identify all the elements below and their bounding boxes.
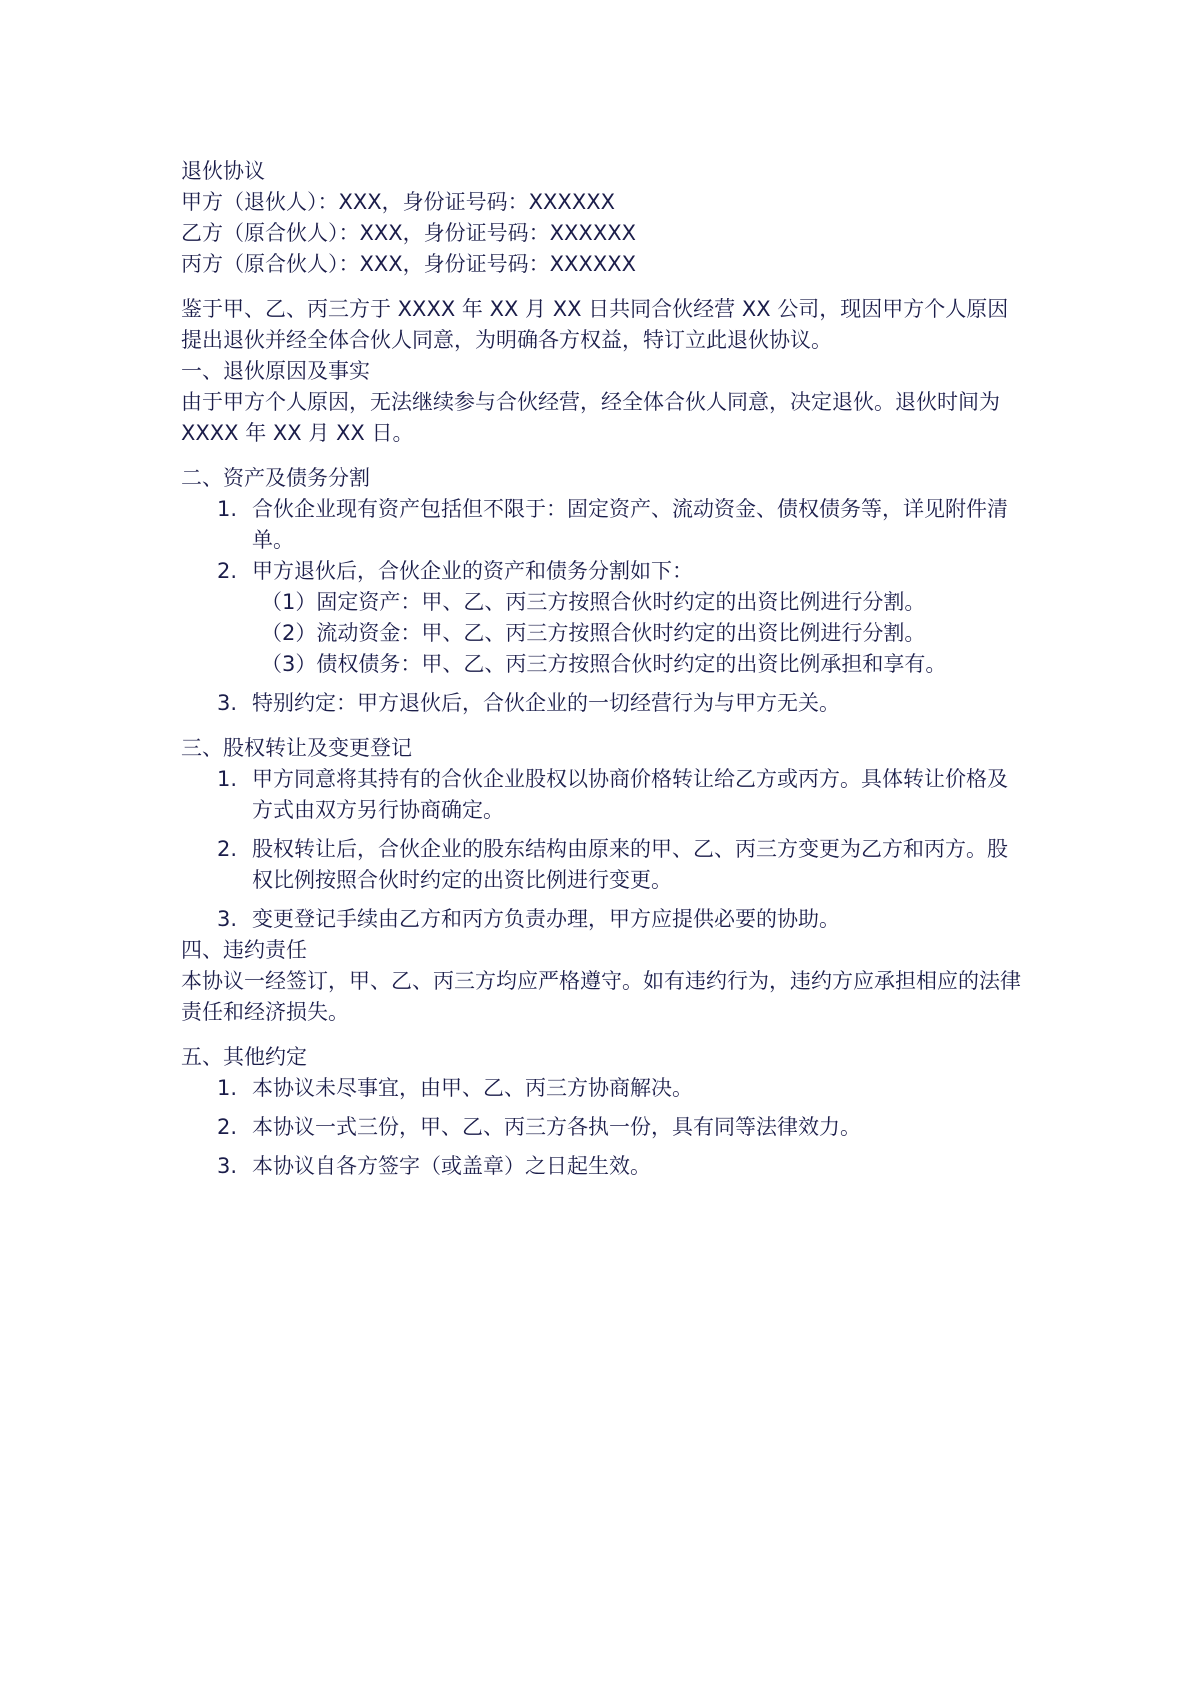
item-text: 甲方退伙后，合伙企业的资产和债务分割如下： bbox=[252, 559, 693, 583]
spacer bbox=[181, 680, 1021, 688]
item-text: 合伙企业现有资产包括但不限于：固定资产、流动资金、债权债务等，详见附件清单。 bbox=[252, 497, 1008, 552]
spacer bbox=[181, 280, 1021, 294]
item-number: 2. bbox=[217, 1115, 238, 1139]
subitem-fixed-assets: （1）固定资产：甲、乙、丙三方按照合伙时约定的出资比例进行分割。 bbox=[261, 590, 926, 614]
section2-item-1 bbox=[181, 494, 1021, 556]
party-b: 乙方（原合伙人）：XXX，身份证号码：XXXXXX bbox=[181, 221, 636, 245]
item-number: 2. bbox=[217, 559, 238, 583]
item-text: 本协议未尽事宜，由甲、乙、丙三方协商解决。 bbox=[252, 1076, 693, 1100]
item-number: 3. bbox=[217, 691, 238, 715]
item-number: 1. bbox=[217, 1076, 238, 1100]
section2-heading: 二、资产及债务分割 bbox=[181, 466, 370, 490]
section5-item-3 bbox=[181, 1151, 1021, 1182]
document-page bbox=[181, 156, 1021, 1182]
section1-body: 由于甲方个人原因，无法继续参与合伙经营，经全体合伙人同意，决定退伙。退伙时间为 XXXX 年 XX 月 XX 日。 bbox=[181, 390, 1000, 445]
subitem-working-capital: （2）流动资金：甲、乙、丙三方按照合伙时约定的出资比例进行分割。 bbox=[261, 621, 926, 645]
subitem-claims-debts: （3）债权债务：甲、乙、丙三方按照合伙时约定的出资比例承担和享有。 bbox=[261, 652, 947, 676]
spacer bbox=[181, 1143, 1021, 1151]
spacer bbox=[181, 826, 1021, 834]
spacer bbox=[181, 896, 1021, 904]
item-number: 3. bbox=[217, 907, 238, 931]
document-title: 退伙协议 bbox=[181, 159, 265, 183]
item-number: 1. bbox=[217, 497, 238, 521]
spacer bbox=[181, 449, 1021, 463]
party-c: 丙方（原合伙人）：XXX，身份证号码：XXXXXX bbox=[181, 252, 636, 276]
item-text: 本协议自各方签字（或盖章）之日起生效。 bbox=[252, 1154, 651, 1178]
section5-heading: 五、其他约定 bbox=[181, 1045, 307, 1069]
section3-item-1 bbox=[181, 764, 1021, 826]
party-a: 甲方（退伙人）：XXX，身份证号码：XXXXXX bbox=[181, 190, 615, 214]
section1-heading: 一、退伙原因及事实 bbox=[181, 359, 370, 383]
section3-heading: 三、股权转让及变更登记 bbox=[181, 736, 412, 760]
section4-body: 本协议一经签订，甲、乙、丙三方均应严格遵守。如有违约行为，违约方应承担相应的法律责任和经济损失。 bbox=[181, 969, 1021, 1024]
preamble: 鉴于甲、乙、丙三方于 XXXX 年 XX 月 XX 日共同合伙经营 XX 公司，现因甲方个人原因提出退伙并经全体合伙人同意，为明确各方权益，特订立此退伙协议。 bbox=[181, 297, 1009, 352]
item-text: 特别约定：甲方退伙后，合伙企业的一切经营行为与甲方无关。 bbox=[252, 691, 840, 715]
item-text: 股权转让后，合伙企业的股东结构由原来的甲、乙、丙三方变更为乙方和丙方。股权比例按照合伙时约定的出资比例进行变更。 bbox=[252, 837, 1008, 892]
section2-item-3 bbox=[181, 688, 1021, 719]
section3-item-2 bbox=[181, 834, 1021, 896]
item-text: 本协议一式三份，甲、乙、丙三方各执一份，具有同等法律效力。 bbox=[252, 1115, 861, 1139]
spacer bbox=[181, 1104, 1021, 1112]
item-text: 变更登记手续由乙方和丙方负责办理，甲方应提供必要的协助。 bbox=[252, 907, 840, 931]
spacer bbox=[181, 719, 1021, 733]
section5-item-1 bbox=[181, 1073, 1021, 1104]
section5-item-2 bbox=[181, 1112, 1021, 1143]
section2-item-2 bbox=[181, 556, 1021, 587]
section3-item-3 bbox=[181, 904, 1021, 935]
item-number: 3. bbox=[217, 1154, 238, 1178]
item-text: 甲方同意将其持有的合伙企业股权以协商价格转让给乙方或丙方。具体转让价格及方式由双方另行协商确定。 bbox=[252, 767, 1008, 822]
item-number: 2. bbox=[217, 837, 238, 861]
spacer bbox=[181, 1028, 1021, 1042]
item-number: 1. bbox=[217, 767, 238, 791]
section4-heading: 四、违约责任 bbox=[181, 938, 307, 962]
